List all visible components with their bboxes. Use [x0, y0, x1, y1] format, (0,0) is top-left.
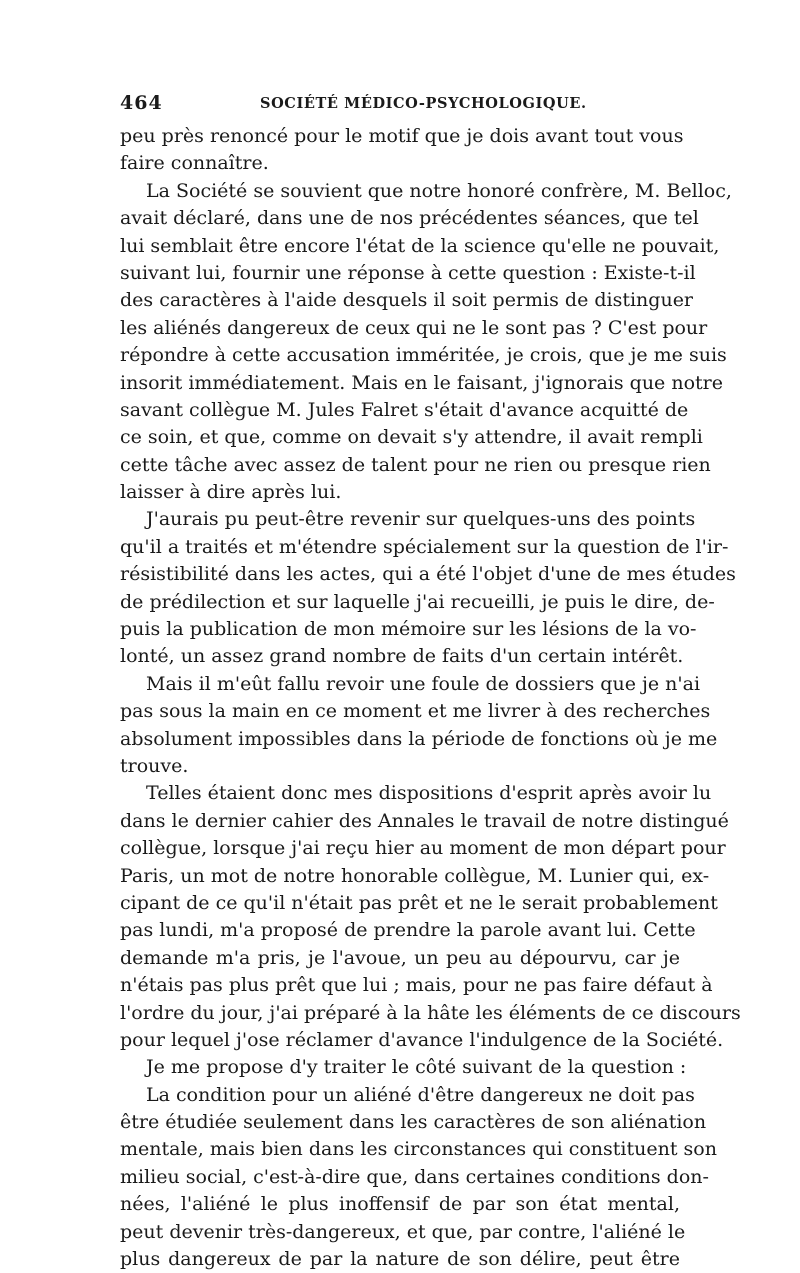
- text-line: les aliénés dangereux de ceux qui ne le sont pas ? C'est pour: [120, 316, 708, 339]
- text-line: Je me propose d'y traiter le côté suivant de la question :: [146, 1056, 687, 1079]
- text-line: absolument impossibles dans la période de fonctions où je me: [120, 727, 718, 750]
- text-line: laisser à dire après lui.: [120, 481, 342, 504]
- text-line: trouve.: [120, 754, 189, 777]
- text-line: La Société se souvient que notre honoré confrère, M. Belloc,: [146, 179, 732, 202]
- text-line: La condition pour un aliéné d'être dangereux ne doit pas: [146, 1083, 695, 1106]
- text-line: pas lundi, m'a proposé de prendre la parole avant lui. Cette: [120, 919, 696, 942]
- text-line: Paris, un mot de notre honorable collègue, M. Lunier qui, ex-: [120, 864, 710, 887]
- running-title: SOCIÉTÉ MÉDICO-PSYCHOLOGIQUE.: [260, 95, 587, 112]
- text-line: peut devenir très-dangereux, et que, par contre, l'aliéné le: [120, 1220, 686, 1243]
- text-line: avait déclaré, dans une de nos précédentes séances, que tel: [120, 207, 699, 230]
- text-line: pour lequel j'ose réclamer d'avance l'indulgence de la Société.: [120, 1028, 724, 1051]
- text-line: lonté, un assez grand nombre de faits d'un certain intérêt.: [120, 645, 684, 668]
- text-line: ce soin, et que, comme on devait s'y attendre, il avait rempli: [120, 426, 703, 449]
- text-line: insorit immédiatement. Mais en le faisant, j'ignorais que notre: [120, 371, 723, 394]
- text-line: répondre à cette accusation imméritée, je crois, que je me suis: [120, 344, 727, 367]
- text-line: nées, l'aliéné le plus inoffensif de par son état mental,: [120, 1193, 680, 1216]
- text-line: cipant de ce qu'il n'était pas prêt et ne le serait probablement: [120, 891, 718, 914]
- text-line: des caractères à l'aide desquels il soit permis de distinguer: [120, 289, 694, 312]
- text-line: Mais il m'eût fallu revoir une foule de dossiers que je n'ai: [146, 672, 701, 695]
- text-line: milieu social, c'est-à-dire que, dans certaines conditions don-: [120, 1165, 709, 1188]
- body-text: [120, 123, 741, 1273]
- text-line: lui semblait être encore l'état de la science qu'elle ne pouvait,: [120, 234, 720, 257]
- text-line: être étudiée seulement dans les caractères de son aliénation: [120, 1111, 707, 1134]
- text-line: peu près renoncé pour le motif que je dois avant tout vous: [120, 125, 684, 147]
- text-line: plus dangereux de par la nature de son délire, peut être: [120, 1248, 680, 1271]
- text-line: résistibilité dans les actes, qui a été l'objet d'une de mes études: [120, 563, 736, 586]
- text-line: dans le dernier cahier des Annales le travail de notre distingué: [120, 809, 729, 832]
- text-line: savant collègue M. Jules Falret s'était d'avance acquitté de: [120, 398, 689, 421]
- text-line: de prédilection et sur laquelle j'ai recueilli, je puis le dire, de-: [120, 590, 715, 613]
- text-line: qu'il a traités et m'étendre spécialement sur la question de l'ir-: [120, 535, 729, 558]
- text-line: faire connaître.: [120, 152, 269, 175]
- text-line: l'ordre du jour, j'ai préparé à la hâte les éléments de ce discours: [120, 1001, 741, 1024]
- text-line: Telles étaient donc mes dispositions d'esprit après avoir lu: [146, 782, 712, 805]
- text-line: mentale, mais bien dans les circonstances qui constituent son: [120, 1138, 717, 1161]
- page-number: 464: [120, 92, 163, 114]
- page-header: [120, 92, 680, 118]
- text-line: puis la publication de mon mémoire sur les lésions de la vo-: [120, 618, 697, 641]
- text-line: pas sous la main en ce moment et me livrer à des recherches: [120, 700, 711, 723]
- text-line: J'aurais pu peut-être revenir sur quelques-uns des points: [146, 508, 696, 531]
- text-line: collègue, lorsque j'ai reçu hier au moment de mon départ pour: [120, 837, 726, 860]
- text-line: demande m'a pris, je l'avoue, un peu au dépourvu, car je: [120, 946, 680, 969]
- text-line: suivant lui, fournir une réponse à cette question : Existe-t-il: [120, 261, 696, 284]
- text-line: n'étais pas plus prêt que lui ; mais, pour ne pas faire défaut à: [120, 974, 713, 997]
- text-line: cette tâche avec assez de talent pour ne rien ou presque rien: [120, 453, 711, 476]
